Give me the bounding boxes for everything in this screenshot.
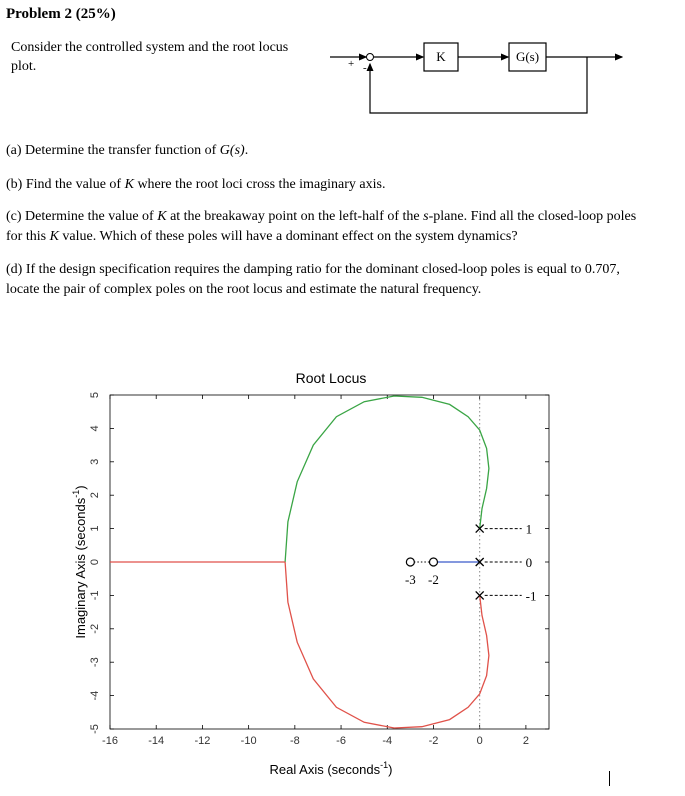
- branch-upper: [285, 396, 489, 562]
- sum-minus: -: [363, 62, 367, 74]
- x-tick-label: -2: [428, 735, 439, 747]
- x-tick-label: -12: [194, 735, 211, 747]
- y-tick-label: -5: [89, 724, 101, 734]
- pole-label: -1: [525, 588, 537, 604]
- y-tick-label: 2: [89, 492, 101, 499]
- x-tick-label: 0: [476, 735, 483, 747]
- block-diagram: [330, 36, 630, 118]
- pole-label: 1: [525, 521, 533, 537]
- pole-label: 0: [525, 555, 533, 570]
- x-tick-label: -10: [240, 735, 257, 747]
- x-tick-label: -8: [289, 735, 300, 747]
- zero-label: -3: [404, 572, 416, 587]
- y-tick-label: 0: [89, 558, 101, 566]
- question-c: (c) Determine the value of K at the breakaway point on the left-half of the s-plane. Find all the closed-loop poles for this K value. Which of these poles will have a dominant effect on the system dynamics?: [6, 209, 637, 244]
- problem-title: Problem 2 (25%): [6, 6, 116, 22]
- text-cursor: [609, 771, 610, 786]
- plant-label: G(s): [515, 49, 540, 64]
- gain-label: K: [436, 49, 446, 64]
- question-a: (a) Determine the transfer function of G(s).: [6, 143, 249, 158]
- question-d: (d) If the design specification requires the damping ratio for the dominant closed-loop poles is equal to 0.707, locate the pair of complex poles on the root locus and estimate the natural frequency.: [6, 262, 620, 297]
- y-tick-label: 3: [89, 458, 101, 465]
- problem-intro: Consider the controlled system and the root locus plot.: [11, 40, 289, 74]
- summing-junction: [367, 54, 374, 61]
- y-tick-label: 1: [89, 525, 101, 532]
- y-tick-label: -3: [89, 657, 101, 668]
- zero-marker: [429, 558, 437, 566]
- y-tick-label: -4: [89, 690, 101, 701]
- x-axis-label: Real Axis (seconds$^{-1}$): [269, 760, 393, 777]
- x-tick-label: -14: [148, 735, 165, 747]
- chart-title: Root Locus: [295, 370, 367, 386]
- question-b: (b) Find the value of K where the root loci cross the imaginary axis.: [6, 177, 386, 192]
- root-locus-chart: [60, 360, 600, 790]
- y-tick-label: 4: [89, 425, 101, 432]
- sum-plus: +: [348, 58, 355, 70]
- y-tick-label: -2: [89, 623, 101, 634]
- feedback-path: [370, 57, 587, 113]
- x-tick-label: -16: [102, 735, 118, 747]
- zero-marker: [406, 558, 414, 566]
- x-tick-label: -4: [382, 735, 393, 747]
- x-tick-label: 2: [522, 735, 529, 747]
- y-tick-label: 5: [89, 391, 101, 399]
- y-tick-label: -1: [89, 590, 101, 601]
- branch-lower: [285, 562, 489, 728]
- x-tick-label: -6: [336, 735, 346, 747]
- zero-label: -2: [428, 572, 439, 587]
- y-axis-label: Imaginary Axis (seconds$^{-1}$): [71, 485, 88, 639]
